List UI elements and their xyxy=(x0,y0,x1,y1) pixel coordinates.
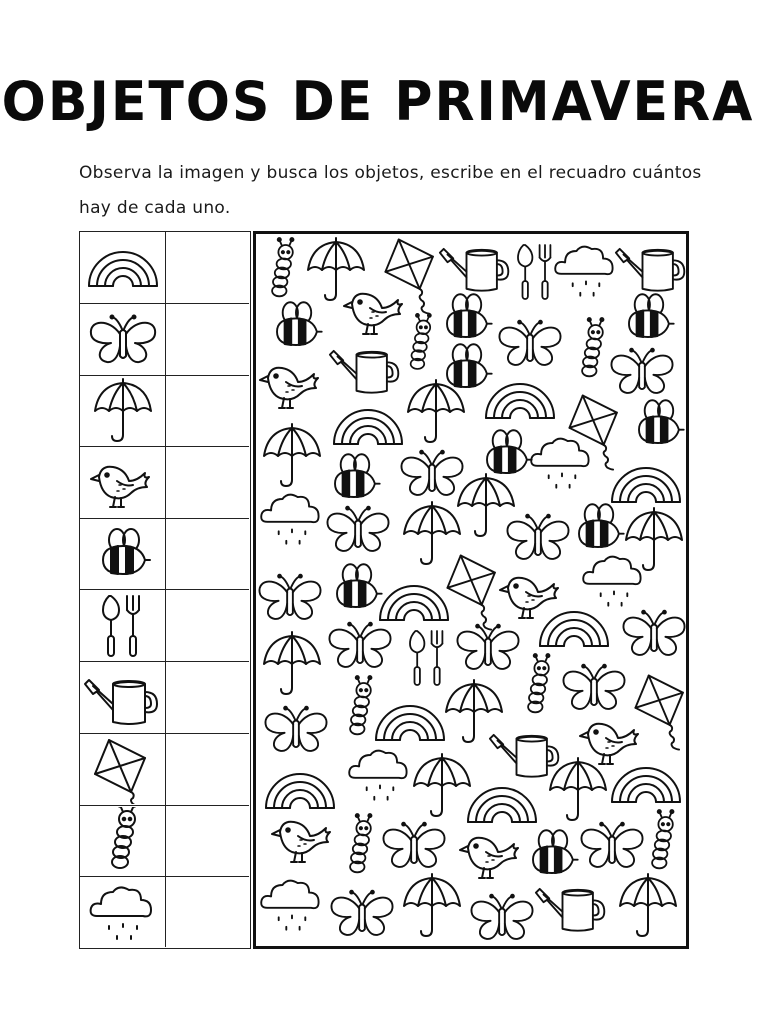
tally-icon-cell xyxy=(80,662,166,733)
watering-can-icon xyxy=(330,351,398,393)
tally-answer-box[interactable] xyxy=(166,734,249,805)
bee-icon xyxy=(487,430,532,473)
bee-icon xyxy=(335,454,380,497)
tally-answer-box[interactable] xyxy=(166,662,249,733)
tally-icon-cell xyxy=(80,304,166,375)
tally-row xyxy=(80,734,249,806)
tally-icon-cell xyxy=(80,877,166,947)
rainbow-icon xyxy=(334,410,402,444)
rain-cloud-icon xyxy=(349,751,406,800)
spring-scene xyxy=(253,231,689,949)
tally-row xyxy=(80,232,249,304)
tally-row xyxy=(80,447,249,519)
rainbow-icon xyxy=(266,774,334,808)
watering-can-icon xyxy=(440,249,508,291)
bee-icon xyxy=(629,294,674,337)
butterfly-icon xyxy=(581,823,642,867)
umbrella-icon xyxy=(446,680,502,742)
caterpillar-icon xyxy=(350,814,371,872)
kite-icon xyxy=(447,556,495,630)
bee-icon xyxy=(337,564,382,607)
rainbow-icon xyxy=(376,706,444,740)
tally-row xyxy=(80,662,249,734)
butterfly-icon xyxy=(401,451,462,495)
butterfly-icon xyxy=(507,515,568,559)
garden-tools-icon xyxy=(518,245,550,299)
butterfly-icon xyxy=(331,891,392,935)
umbrella-icon xyxy=(83,377,163,445)
caterpillar-icon xyxy=(272,238,293,296)
butterfly-icon xyxy=(499,321,560,365)
caterpillar-icon xyxy=(652,810,673,868)
watering-can-icon xyxy=(536,889,604,931)
kite-icon xyxy=(385,240,433,314)
caterpillar-icon xyxy=(528,654,549,712)
tally-row xyxy=(80,877,249,947)
kite-icon xyxy=(635,676,683,750)
tally-answer-box[interactable] xyxy=(166,376,249,446)
rainbow-icon xyxy=(468,788,536,822)
butterfly-icon xyxy=(563,665,624,709)
tally-icon-cell xyxy=(80,806,166,876)
rainbow-icon xyxy=(540,612,608,646)
tally-icon-cell xyxy=(80,376,166,446)
watering-can-icon xyxy=(616,249,684,291)
caterpillar-icon xyxy=(83,807,163,875)
page-title: OBJETOS DE PRIMAVERA xyxy=(1,70,755,134)
bee-icon xyxy=(83,520,163,588)
butterfly-icon xyxy=(623,611,684,655)
tally-answer-box[interactable] xyxy=(166,806,249,876)
rainbow-icon xyxy=(486,384,554,418)
tally-answer-box[interactable] xyxy=(166,232,249,303)
instructions-text: Observa la imagen y busca los objetos, escribe en el recuadro cuántos hay de cada uno. xyxy=(79,163,702,218)
tally-icon-cell xyxy=(80,232,166,303)
butterfly-icon xyxy=(83,306,163,374)
bird-icon xyxy=(580,724,638,764)
caterpillar-icon xyxy=(411,314,431,369)
rainbow-icon xyxy=(380,586,448,620)
umbrella-icon xyxy=(264,424,320,486)
bee-icon xyxy=(447,344,492,387)
bird-icon xyxy=(460,838,518,878)
umbrella-icon xyxy=(626,508,682,570)
rain-cloud-icon xyxy=(555,247,612,296)
bee-icon xyxy=(447,294,492,337)
umbrella-icon xyxy=(620,874,676,936)
tally-answer-box[interactable] xyxy=(166,590,249,661)
tally-answer-box[interactable] xyxy=(166,447,249,518)
umbrella-icon xyxy=(264,632,320,694)
watering-can-icon xyxy=(490,735,558,777)
umbrella-icon xyxy=(404,874,460,936)
rain-cloud-icon xyxy=(261,495,318,544)
butterfly-icon xyxy=(457,625,518,669)
watering-can-icon xyxy=(83,664,163,732)
tally-row xyxy=(80,519,249,590)
butterfly-icon xyxy=(383,823,444,867)
rainbow-icon xyxy=(83,234,163,302)
bird-icon xyxy=(344,294,402,334)
bee-icon xyxy=(639,400,684,443)
butterfly-icon xyxy=(259,575,320,619)
rain-cloud-icon xyxy=(261,881,318,930)
tally-icon-cell xyxy=(80,447,166,518)
umbrella-icon xyxy=(404,502,460,564)
kite-icon xyxy=(569,396,617,470)
butterfly-icon xyxy=(327,507,388,551)
tally-row xyxy=(80,304,249,376)
caterpillar-icon xyxy=(582,318,603,376)
bird-icon xyxy=(500,578,558,618)
garden-tools-icon xyxy=(410,631,442,685)
umbrella-icon xyxy=(308,238,364,300)
umbrella-icon xyxy=(414,754,470,816)
bird-icon xyxy=(83,449,163,517)
rainbow-icon xyxy=(612,768,680,802)
tally-answer-box[interactable] xyxy=(166,877,249,947)
tally-answer-box[interactable] xyxy=(166,519,249,589)
butterfly-icon xyxy=(611,349,672,393)
tally-row xyxy=(80,376,249,447)
kite-icon xyxy=(83,736,163,804)
rainbow-icon xyxy=(612,468,680,502)
rain-cloud-icon xyxy=(531,439,588,488)
tally-icon-cell xyxy=(80,734,166,805)
rain-cloud-icon xyxy=(83,878,163,946)
bee-icon xyxy=(579,504,624,547)
bee-icon xyxy=(533,830,578,873)
umbrella-icon xyxy=(458,474,514,536)
rain-cloud-icon xyxy=(583,557,640,606)
tally-answer-box[interactable] xyxy=(166,304,249,375)
butterfly-icon xyxy=(265,707,326,751)
bird-icon xyxy=(272,822,330,862)
tally-row xyxy=(80,806,249,877)
umbrella-icon xyxy=(550,758,606,820)
butterfly-icon xyxy=(329,623,390,667)
umbrella-icon xyxy=(408,380,464,442)
bee-icon xyxy=(277,302,322,345)
tally-icon-cell xyxy=(80,590,166,661)
bird-icon xyxy=(260,368,318,408)
caterpillar-icon xyxy=(350,676,371,734)
tally-row xyxy=(80,590,249,662)
scene-drawing xyxy=(256,234,686,946)
garden-tools-icon xyxy=(83,592,163,660)
tally-icon-cell xyxy=(80,519,166,589)
butterfly-icon xyxy=(471,895,532,939)
tally-table xyxy=(79,231,251,949)
